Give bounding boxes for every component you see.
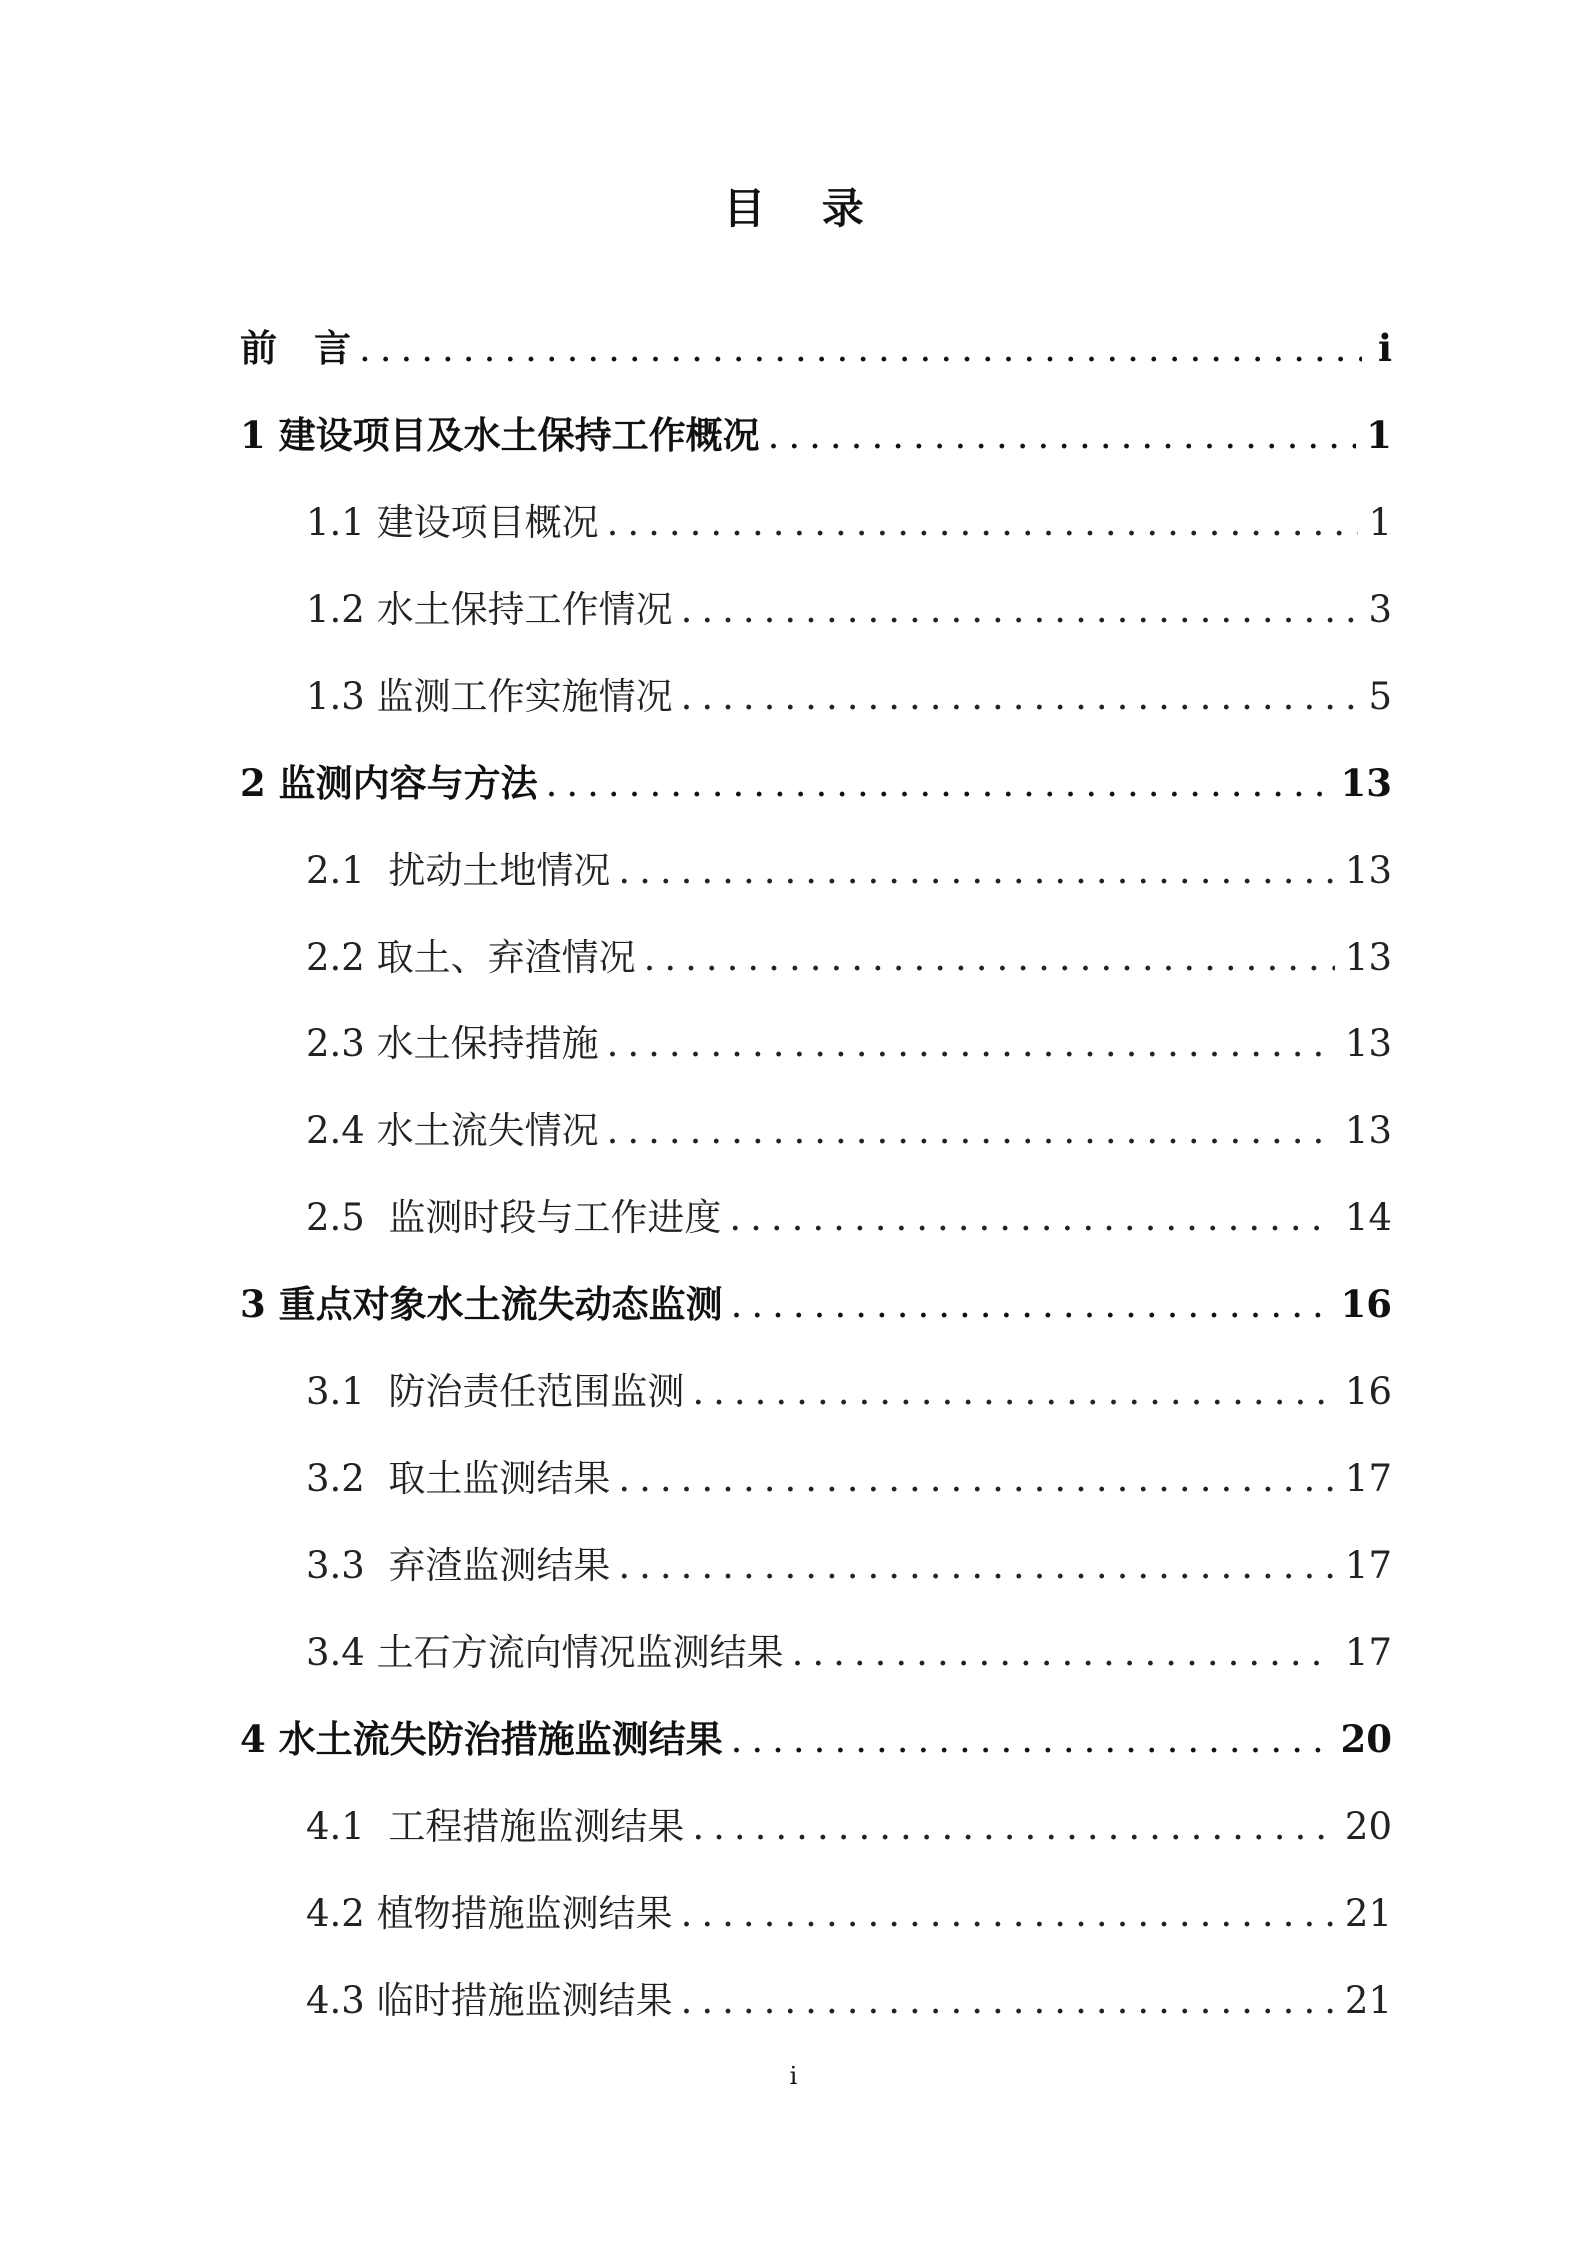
toc-section-entry[interactable] xyxy=(240,454,1392,544)
toc-dot-leader xyxy=(692,1808,1335,1845)
toc-dot-leader xyxy=(731,1286,1331,1323)
toc-entry-title: 2 监测内容与方法 xyxy=(240,760,538,805)
toc-entry-title: 前 言 xyxy=(240,325,351,370)
toc-page-number: 21 xyxy=(1344,1978,1392,2022)
toc-entry-title: 3 重点对象水土流失动态监测 xyxy=(240,1282,723,1327)
toc-dot-leader xyxy=(607,504,1359,541)
toc-section-entry[interactable] xyxy=(240,1932,1392,2022)
toc-list xyxy=(240,280,1392,2022)
toc-page-number: 13 xyxy=(1344,1022,1392,1066)
toc-page-number: 3 xyxy=(1368,587,1392,631)
toc-page-number: 17 xyxy=(1344,1457,1392,1501)
toc-section-entry[interactable] xyxy=(240,1062,1392,1153)
toc-dot-leader xyxy=(731,1721,1331,1758)
toc-chapter-entry[interactable] xyxy=(240,367,1392,457)
toc-chapter-entry[interactable] xyxy=(240,1236,1392,1327)
toc-entry-title: 3.3 弃渣监测结果 xyxy=(306,1544,611,1588)
toc-page-number: 20 xyxy=(1340,1716,1392,1761)
toc-page-number: 17 xyxy=(1344,1631,1392,1674)
toc-page-number: 14 xyxy=(1344,1196,1392,1240)
toc-page-number: 13 xyxy=(1344,848,1392,892)
toc-dot-leader xyxy=(644,939,1335,976)
toc-section-entry[interactable] xyxy=(240,1410,1392,1501)
toc-entry-title: 2.5 监测时段与工作进度 xyxy=(306,1196,722,1240)
toc-page-number: 13 xyxy=(1344,935,1392,979)
toc-dot-leader xyxy=(618,1547,1335,1584)
toc-page-number: i xyxy=(1377,325,1392,370)
toc-page-number: 16 xyxy=(1344,1370,1392,1414)
toc-dot-leader xyxy=(792,1634,1335,1671)
toc-entry-title: 2.2 取土、弃渣情况 xyxy=(306,935,636,979)
toc-entry-title: 2.1 扰动土地情况 xyxy=(306,848,611,892)
toc-dot-leader xyxy=(546,765,1331,802)
toc-dot-leader xyxy=(607,1112,1335,1149)
toc-section-entry[interactable] xyxy=(240,1497,1392,1588)
toc-dot-leader xyxy=(692,1373,1335,1410)
toc-entry-title: 1.1 建设项目概况 xyxy=(306,500,599,544)
toc-section-entry[interactable] xyxy=(240,541,1392,631)
toc-page-number: 21 xyxy=(1344,1891,1392,1935)
toc-entry-title: 1 建设项目及水土保持工作概况 xyxy=(240,412,760,457)
toc-page-number: 16 xyxy=(1340,1282,1392,1327)
toc-entry-title: 4 水土流失防治措施监测结果 xyxy=(240,1716,723,1761)
toc-chapter-entry[interactable] xyxy=(240,715,1392,805)
toc-page-number: 1 xyxy=(1366,412,1392,457)
toc-chapter-entry[interactable] xyxy=(240,280,1392,370)
toc-entry-title: 2.4 水土流失情况 xyxy=(306,1109,599,1153)
toc-entry-title: 3.2 取土监测结果 xyxy=(306,1457,611,1501)
toc-dot-leader xyxy=(681,678,1359,715)
toc-dot-leader xyxy=(681,1982,1335,2019)
toc-section-entry[interactable] xyxy=(240,1845,1392,1935)
toc-dot-leader xyxy=(359,330,1362,367)
toc-entry-title: 1.3 监测工作实施情况 xyxy=(306,674,673,718)
toc-section-entry[interactable] xyxy=(240,628,1392,718)
toc-title: 目 录 xyxy=(723,184,885,233)
toc-section-entry[interactable] xyxy=(240,1584,1392,1674)
page-footer-number: i xyxy=(789,2062,798,2090)
toc-section-entry[interactable] xyxy=(240,976,1392,1066)
toc-entry-title: 2.3 水土保持措施 xyxy=(306,1022,599,1066)
toc-dot-leader xyxy=(729,1199,1335,1236)
toc-section-entry[interactable] xyxy=(240,889,1392,979)
toc-chapter-entry[interactable] xyxy=(240,1671,1392,1761)
toc-entry-title: 1.2 水土保持工作情况 xyxy=(306,587,673,631)
toc-entry-title: 4.1 工程措施监测结果 xyxy=(306,1804,685,1848)
toc-dot-leader xyxy=(681,1895,1335,1932)
toc-entry-title: 4.3 临时措施监测结果 xyxy=(306,1978,673,2022)
toc-dot-leader xyxy=(768,417,1357,454)
toc-entry-title: 4.2 植物措施监测结果 xyxy=(306,1891,673,1935)
toc-page-number: 13 xyxy=(1344,1109,1392,1153)
toc-dot-leader xyxy=(607,1025,1335,1062)
toc-dot-leader xyxy=(681,591,1359,628)
toc-section-entry[interactable] xyxy=(240,1758,1392,1848)
toc-page-number: 5 xyxy=(1368,674,1392,718)
toc-entry-title: 3.4 土石方流向情况监测结果 xyxy=(306,1631,784,1674)
toc-page-number: 17 xyxy=(1344,1544,1392,1588)
toc-page-number: 20 xyxy=(1344,1804,1392,1848)
toc-dot-leader xyxy=(618,1460,1335,1497)
toc-section-entry[interactable] xyxy=(240,1149,1392,1240)
toc-section-entry[interactable] xyxy=(240,802,1392,892)
toc-entry-title: 3.1 防治责任范围监测 xyxy=(306,1370,685,1414)
toc-section-entry[interactable] xyxy=(240,1323,1392,1414)
toc-dot-leader xyxy=(618,852,1335,889)
toc-page-number: 1 xyxy=(1368,500,1392,544)
toc-page-number: 13 xyxy=(1340,760,1392,805)
